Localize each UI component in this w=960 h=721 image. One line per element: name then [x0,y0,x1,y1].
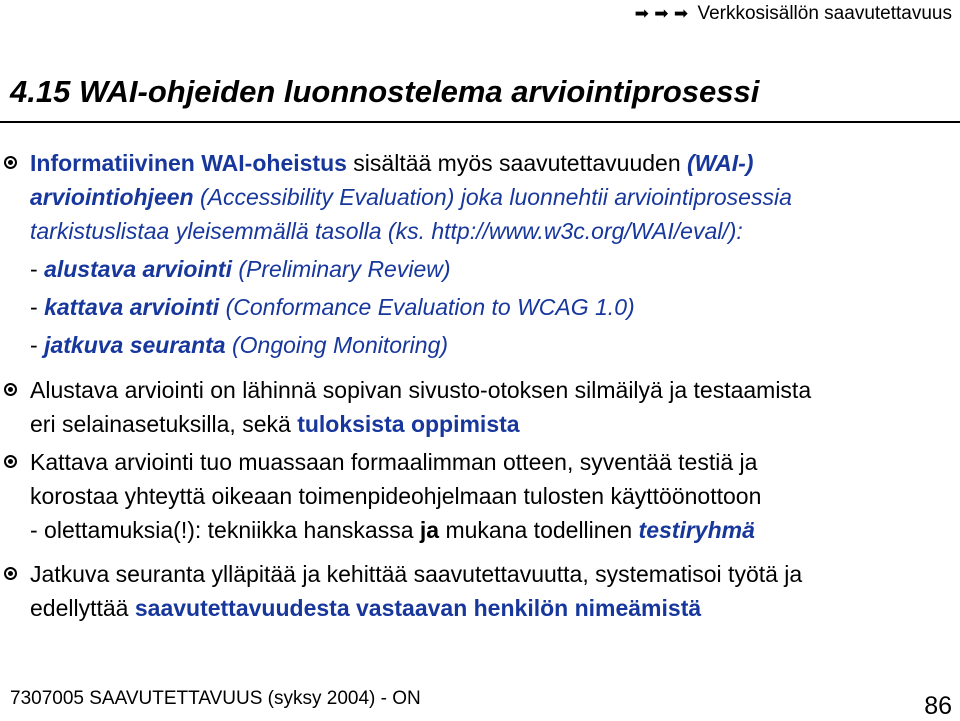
term-tuloksista: tuloksista oppimista [297,411,520,437]
text: korostaa yhteyttä oikeaan toimenpideohjelmaan tulosten käyttöönottoon [30,483,762,509]
paragraph-3 [30,445,761,547]
term-ja: ja [419,517,440,543]
term-arviointiohjeen: arviointiohjeen [30,184,194,210]
term-informatiivinen: Informatiivinen WAI-oheistus [30,150,347,176]
dash: - [30,294,45,320]
text: sisältää myös saavutettavuuden [346,150,688,176]
text: eri selainasetuksilla, sekä [30,411,298,437]
text: Alustava arviointi on lähinnä sopivan sivusto-otoksen silmäilyä ja testaamista [30,377,812,403]
term-accessibility-evaluation: (Accessibility Evaluation) [193,184,455,210]
term-wai: (WAI-) [687,150,754,176]
title-divider [0,121,960,123]
text: (Ongoing Monitoring) [225,332,449,358]
arrow-icon: ➡ ➡ ➡ [634,4,689,24]
term-alustava: alustava arviointi [44,256,232,282]
term-testiryhma: testiryhmä [638,517,755,543]
bullet-icon [1,153,19,171]
text: - olettamuksia(!): tekniikka hanskassa [30,517,420,543]
text: (Conformance Evaluation to WCAG 1.0) [219,294,635,320]
footer-course: 7307005 SAAVUTETTAVUUS (syksy 2004) - ON [10,688,421,709]
term-kattava: kattava arviointi [44,294,220,320]
paragraph-2 [30,373,811,441]
text: mukana todellinen [439,517,639,543]
text: joka luonnehtii arviointiprosessia [454,184,792,210]
bullet-icon [1,564,19,582]
paragraph-1 [30,146,792,362]
bullet-icon [1,452,19,470]
term-jatkuva: jatkuva seuranta [44,332,226,358]
text: tarkistuslistaa yleisemmällä tasolla (ks. http://www.w3c.org/WAI/eval/): [30,218,743,244]
header-title: Verkkosisällön saavutettavuus [697,3,952,24]
text: (Preliminary Review) [231,256,451,282]
dash: - [30,332,45,358]
text: Jatkuva seuranta ylläpitää ja kehittää saavutettavuutta, systematisoi työtä ja [30,561,803,587]
slide-title: 4.15 WAI-ohjeiden luonnostelema arviointiprosessi [10,74,760,109]
page-number: 86 [924,692,952,720]
paragraph-4 [30,557,802,625]
dash: - [30,256,45,282]
text: edellyttää [30,595,135,621]
header [635,3,952,25]
bullet-icon [1,380,19,398]
text: Kattava arviointi tuo muassaan formaalimman otteen, syventää testiä ja [30,449,758,475]
term-henkilo: saavutettavuudesta vastaavan henkilön nimeämistä [134,595,702,621]
